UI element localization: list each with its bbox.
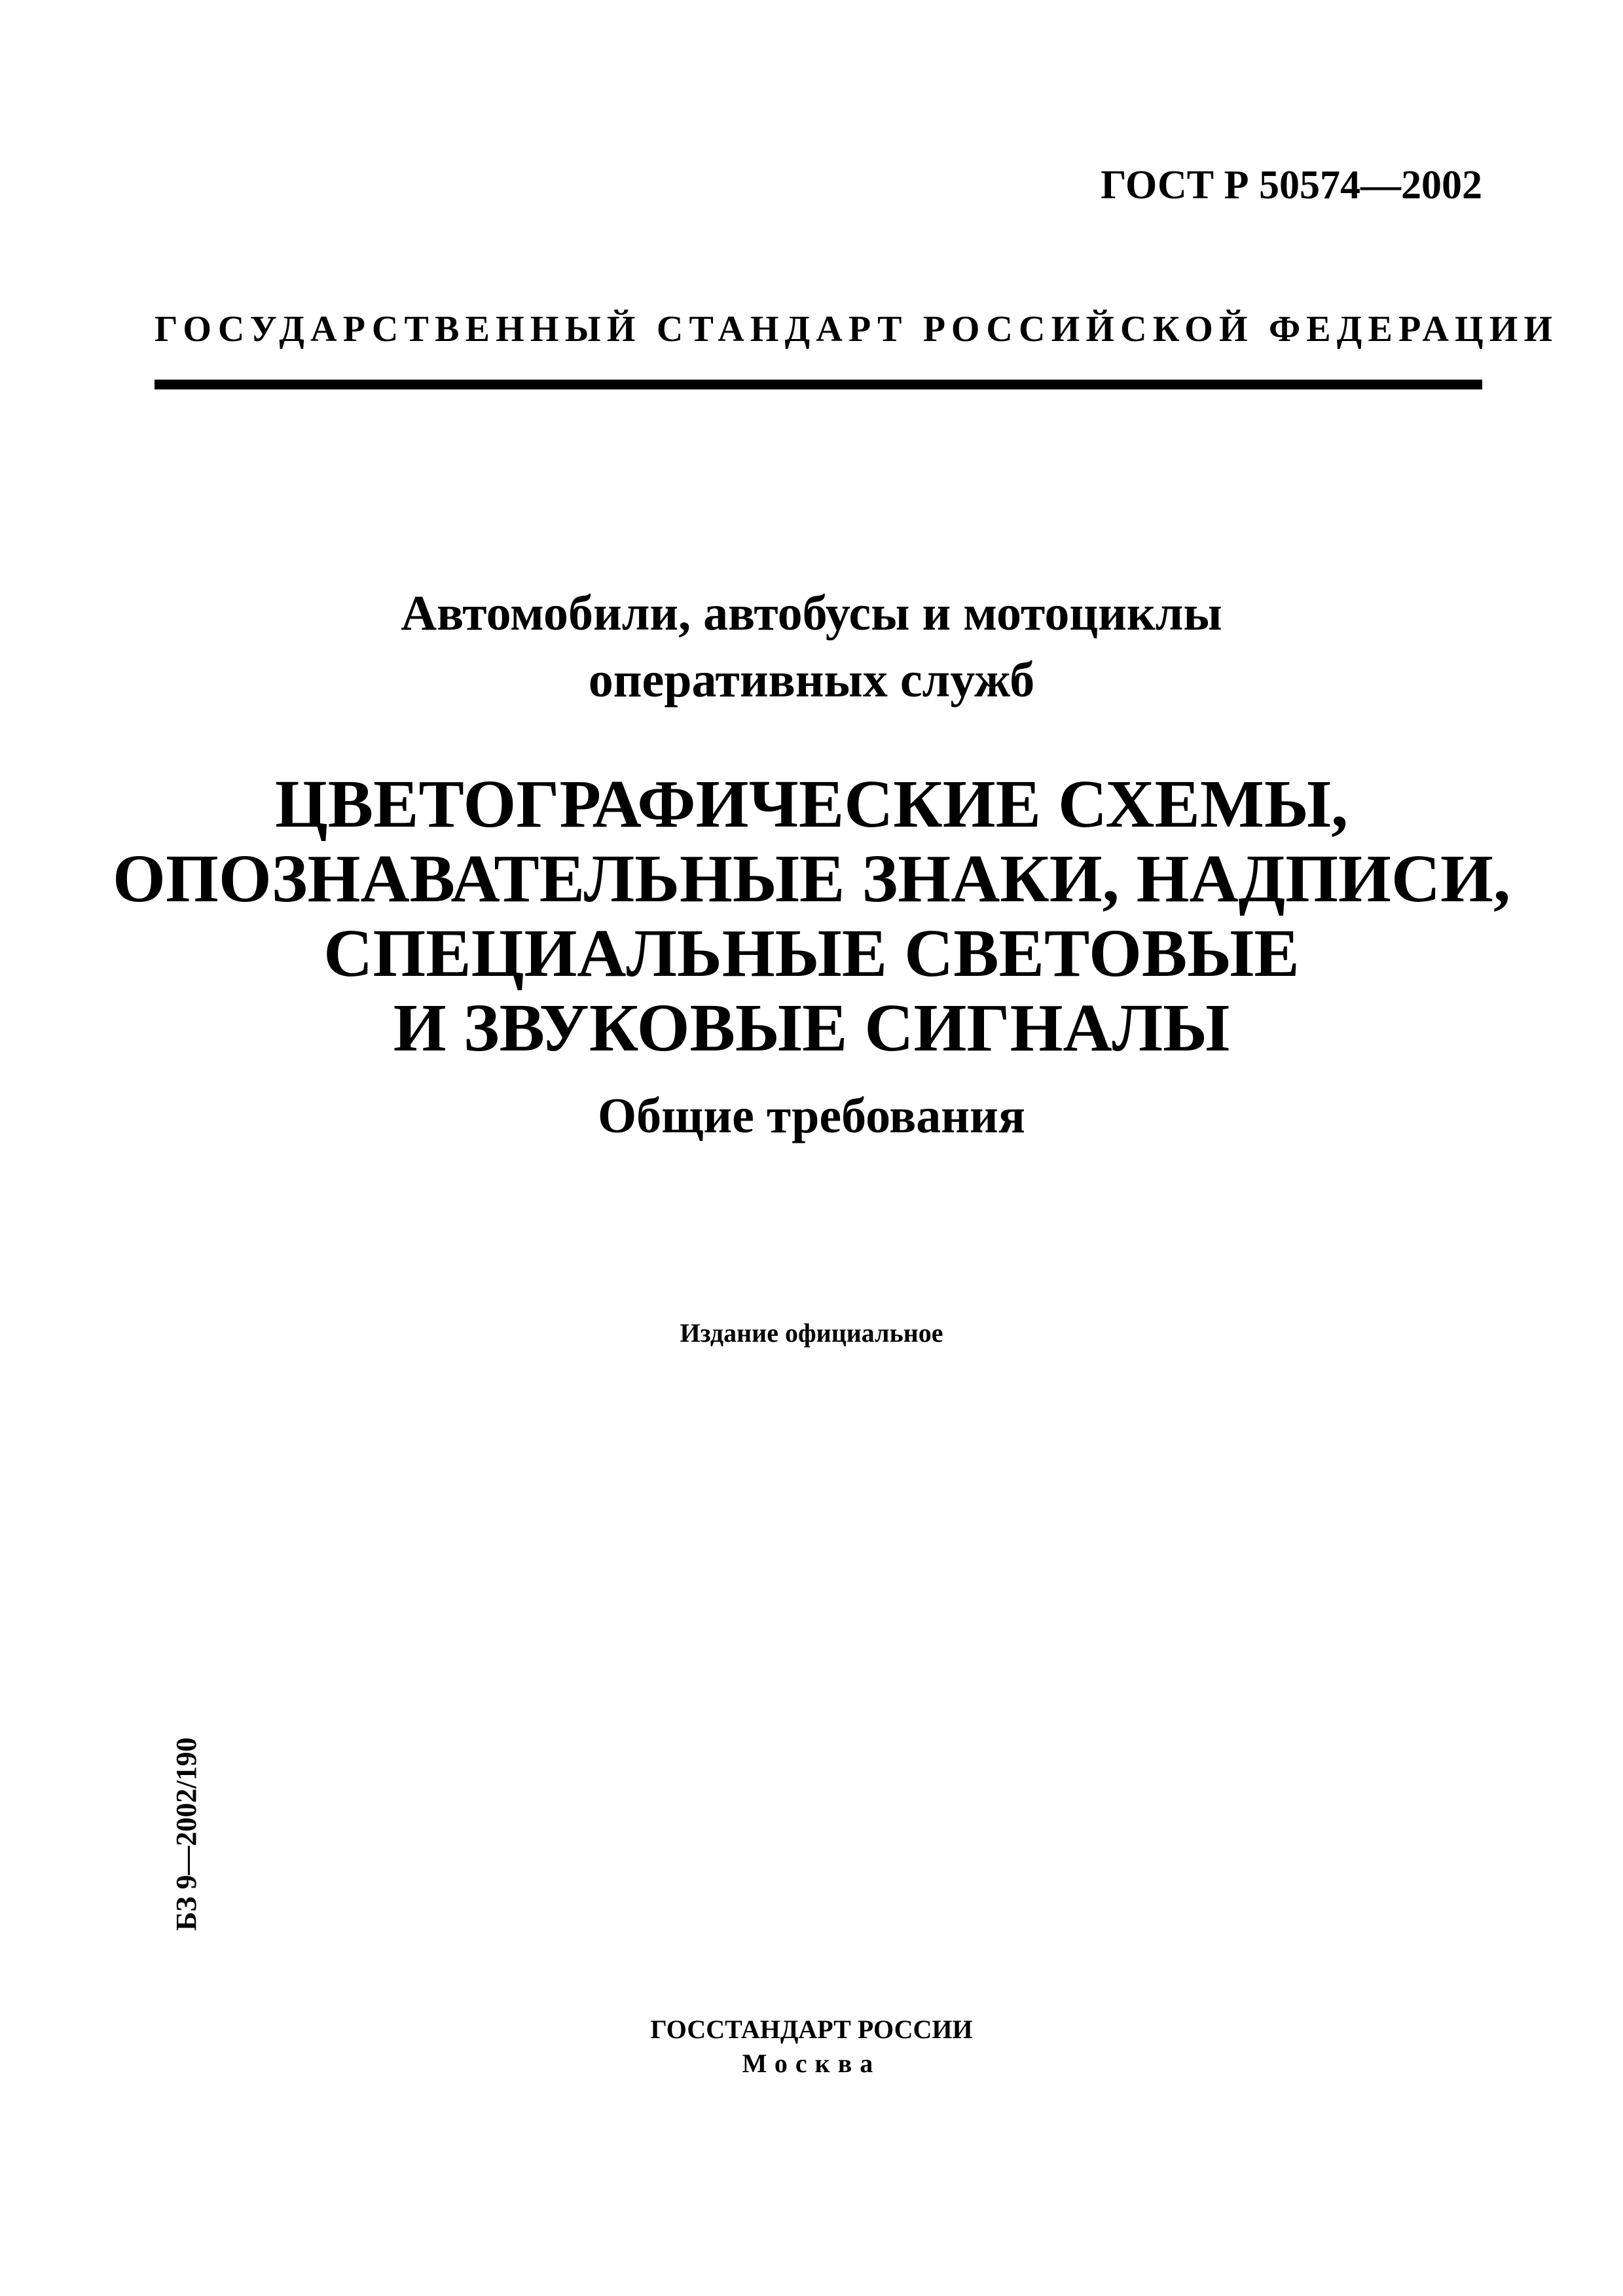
edition-note: Издание официальное	[680, 1318, 943, 1348]
document-title	[0, 767, 1623, 1066]
title-line: ОПОЗНАВАТЕЛЬНЫЕ ЗНАКИ, НАДПИСИ,	[113, 841, 1510, 916]
publication-city: Москва	[742, 2049, 881, 2078]
issuing-authority: ГОСУДАРСТВЕННЫЙ СТАНДАРТ РОССИЙСКОЙ ФЕДЕРАЦИИ	[155, 309, 1559, 350]
subject-heading	[0, 580, 1623, 713]
subject-line: Автомобили, автобусы и мотоциклы	[401, 586, 1222, 641]
subject-line: оперативных служб	[588, 653, 1035, 708]
document-subtitle: Общие требования	[598, 1088, 1025, 1143]
catalog-code: БЗ 9—2002/190	[170, 1737, 202, 1931]
publisher: ГОССТАНДАРТ РОССИИ	[650, 2015, 973, 2044]
title-line: ЦВЕТОГРАФИЧЕСКИЕ СХЕМЫ,	[274, 766, 1349, 842]
standard-number: ГОСТ Р 50574—2002	[1101, 163, 1482, 207]
header-rule	[155, 380, 1482, 389]
title-line: СПЕЦИАЛЬНЫЕ СВЕТОВЫЕ	[323, 916, 1300, 991]
title-line: И ЗВУКОВЫЕ СИГНАЛЫ	[393, 990, 1230, 1066]
